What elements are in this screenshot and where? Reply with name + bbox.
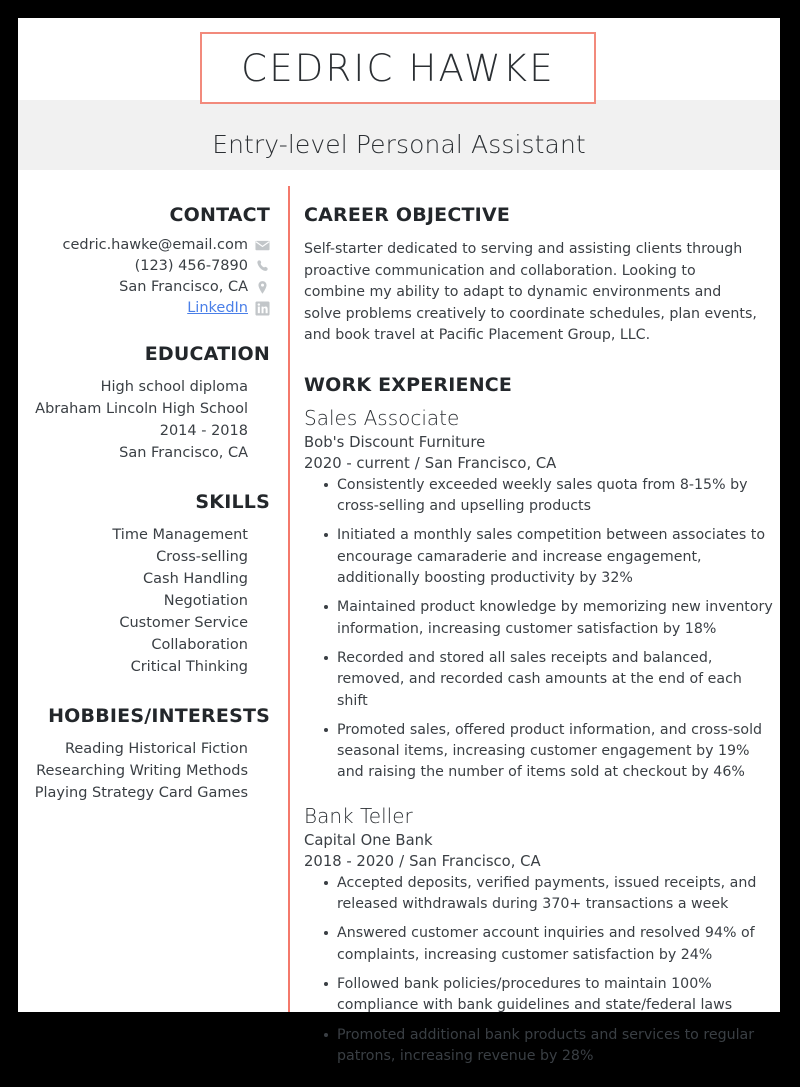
- job-location: San Francisco, CA: [409, 852, 541, 870]
- resume-body: [18, 170, 780, 1064]
- contact-location-text: San Francisco, CA: [119, 279, 248, 295]
- education-line: San Francisco, CA: [119, 445, 248, 462]
- job-dates: 2018 - 2020: [304, 852, 395, 870]
- job-dates: 2020 - current: [304, 454, 410, 472]
- hobby-item: Playing Strategy Card Games: [34, 785, 248, 802]
- header-job-title: Entry-level Personal Assistant: [212, 129, 586, 159]
- job-title-band: [18, 118, 780, 170]
- contact-section: [18, 204, 270, 316]
- experience-heading: WORK EXPERIENCE: [304, 373, 513, 396]
- job-meta-separator: /: [414, 454, 420, 472]
- phone-icon: [255, 259, 270, 274]
- linkedin-icon[interactable]: [255, 301, 270, 316]
- job-bullet-list: [304, 475, 774, 784]
- contact-heading: CONTACT: [169, 204, 270, 226]
- job-bullet: Answered customer account inquiries and resolved 94% of complaints, increasing customer satisfaction by 24%: [324, 923, 774, 966]
- job-bullet: Consistently exceeded weekly sales quota from 8-15% by cross-selling and upselling products: [324, 475, 774, 518]
- education-line: Abraham Lincoln High School: [35, 401, 248, 418]
- job-bullet: Accepted deposits, verified payments, issued receipts, and released withdrawals during 370+ transactions a week: [324, 873, 774, 916]
- job-bullet: Followed bank policies/procedures to maintain 100% compliance with bank guidelines and state/federal laws: [324, 974, 774, 1017]
- skill-item: Customer Service: [119, 615, 248, 632]
- map-pin-icon: [255, 280, 270, 295]
- job-role: Sales Associate: [304, 405, 460, 430]
- hobby-item: Researching Writing Methods: [36, 763, 248, 780]
- skills-heading: SKILLS: [195, 491, 270, 514]
- contact-phone-text: (123) 456-7890: [134, 258, 248, 274]
- hobbies-heading: HOBBIES/INTERESTS: [48, 705, 270, 728]
- education-line: 2014 - 2018: [159, 423, 248, 440]
- experience-entry: [304, 804, 774, 1067]
- job-location: San Francisco, CA: [424, 454, 557, 472]
- job-bullet: Initiated a monthly sales competition between associates to encourage camaraderie and increase engagement, additionally boosting productivity by 32%: [324, 525, 774, 589]
- hobbies-section: [18, 705, 270, 804]
- resume-page: [18, 18, 780, 1064]
- job-bullet: Maintained product knowledge by memorizing new inventory information, increasing customer satisfaction by 18%: [324, 597, 774, 640]
- contact-item-linkedin[interactable]: [18, 300, 270, 316]
- sidebar-column: [18, 170, 270, 831]
- job-meta: [304, 853, 774, 870]
- job-meta-separator: /: [399, 852, 405, 870]
- experience-entry: [304, 406, 774, 784]
- skill-item: Collaboration: [151, 637, 248, 654]
- job-bullet: Promoted additional bank products and services to regular patrons, increasing revenue by 28%: [324, 1025, 774, 1068]
- envelope-icon: [255, 238, 270, 253]
- skill-item: Negotiation: [163, 593, 248, 610]
- job-meta: [304, 455, 774, 472]
- job-bullet: Promoted sales, offered product information, and cross-sold seasonal items, increasing customer engagement by 19% and raising the number of items sold at checkout by 46%: [324, 720, 774, 784]
- main-column: [304, 170, 774, 1087]
- objective-text: Self-starter dedicated to serving and assisting clients through proactive communication and collaboration. Looking to combine my ability to adapt to dynamic environments and solve problems creatively to coordinate schedules, plan events, and book travel at Pacific Placement Group, LLC.: [304, 241, 757, 344]
- job-company: Bob's Discount Furniture: [304, 433, 486, 451]
- skill-item: Cash Handling: [143, 571, 248, 588]
- job-company: Capital One Bank: [304, 831, 433, 849]
- skill-item: Cross-selling: [156, 549, 248, 566]
- contact-item-email: [18, 237, 270, 253]
- education-heading: EDUCATION: [144, 343, 270, 365]
- job-bullet: Recorded and stored all sales receipts and balanced, removed, and recorded cash amounts at the end of each shift: [324, 648, 774, 712]
- column-divider: [288, 186, 290, 1012]
- contact-email-text: cedric.hawke@email.com: [62, 237, 248, 253]
- linkedin-link[interactable]: LinkedIn: [187, 300, 248, 316]
- objective-heading: CAREER OBJECTIVE: [304, 204, 511, 226]
- education-line: High school diploma: [100, 379, 248, 395]
- page-title: CEDRIC HAWKE: [241, 46, 555, 90]
- education-section: [18, 343, 270, 464]
- job-role: Bank Teller: [304, 803, 413, 828]
- experience-section: [304, 374, 774, 1067]
- skill-item: Time Management: [112, 527, 248, 544]
- name-box: [200, 32, 596, 104]
- contact-item-phone: [18, 258, 270, 274]
- job-bullet-list: [304, 873, 774, 1067]
- hobby-item: Reading Historical Fiction: [64, 741, 248, 758]
- contact-item-location: [18, 279, 270, 295]
- objective-section: [304, 204, 774, 347]
- skill-item: Critical Thinking: [130, 659, 248, 676]
- skills-section: [18, 491, 270, 678]
